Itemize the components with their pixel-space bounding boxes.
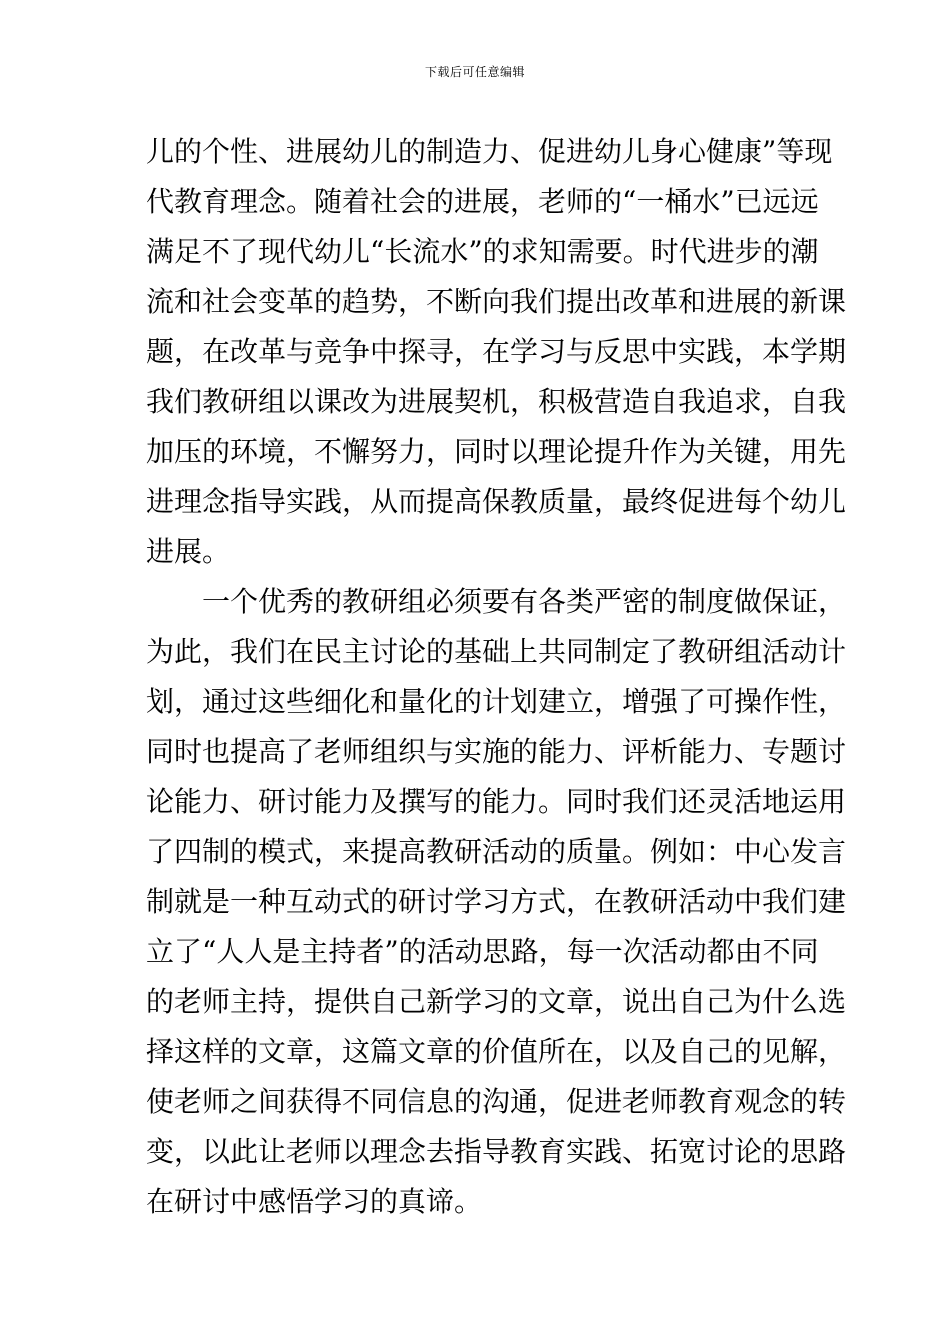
text-line: 制就是一种互动式的研讨学习方式，在教研活动中我们建 <box>146 885 847 918</box>
text-line: 满足不了现代幼儿“长流水”的求知需要。时代进步的潮 <box>146 235 819 268</box>
text-line: 为此，我们在民主讨论的基础上共同制定了教研组活动计 <box>146 635 847 668</box>
text-line: 题，在改革与竞争中探寻，在学习与反思中实践，本学期 <box>146 335 847 368</box>
text-line: 在研讨中感悟学习的真谛。 <box>146 1185 483 1218</box>
text-line: 使老师之间获得不同信息的沟通，促进老师教育观念的转 <box>146 1085 847 1118</box>
text-line: 代教育理念。随着社会的进展，老师的“一桶水”已远远 <box>146 185 819 218</box>
text-line: 流和社会变革的趋势，不断向我们提出改革和进展的新课 <box>146 285 847 318</box>
paragraph-first-line: 一个优秀的教研组必须要有各类严密的制度做保证， <box>202 585 847 618</box>
text-line: 加压的环境，不懈努力，同时以理论提升作为关键，用先 <box>146 435 847 468</box>
text-line: 我们教研组以课改为进展契机，积极营造自我追求，自我 <box>146 385 847 418</box>
text-line: 同时也提高了老师组织与实施的能力、评析能力、专题讨 <box>146 735 847 768</box>
text-line: 儿的个性、进展幼儿的制造力、促进幼儿身心健康”等现 <box>146 135 833 168</box>
page-header: 下载后可任意编辑 <box>424 65 525 79</box>
text-line: 变，以此让老师以理念去指导教育实践、拓宽讨论的思路 <box>146 1135 847 1168</box>
text-line: 了四制的模式，来提高教研活动的质量。例如：中心发言 <box>146 835 847 868</box>
text-line: 的老师主持，提供自己新学习的文章，说出自己为什么选 <box>146 985 847 1018</box>
text-line: 划，通过这些细化和量化的计划建立，增强了可操作性， <box>146 685 847 718</box>
text-line: 进展。 <box>146 535 231 568</box>
text-line: 择这样的文章，这篇文章的价值所在，以及自己的见解， <box>146 1035 847 1068</box>
text-line: 进理念指导实践，从而提高保教质量，最终促进每个幼儿 <box>146 485 847 518</box>
text-line: 论能力、研讨能力及撰写的能力。同时我们还灵活地运用 <box>146 785 847 818</box>
text-line: 立了“人人是主持者”的活动思路，每一次活动都由不同 <box>146 935 819 968</box>
